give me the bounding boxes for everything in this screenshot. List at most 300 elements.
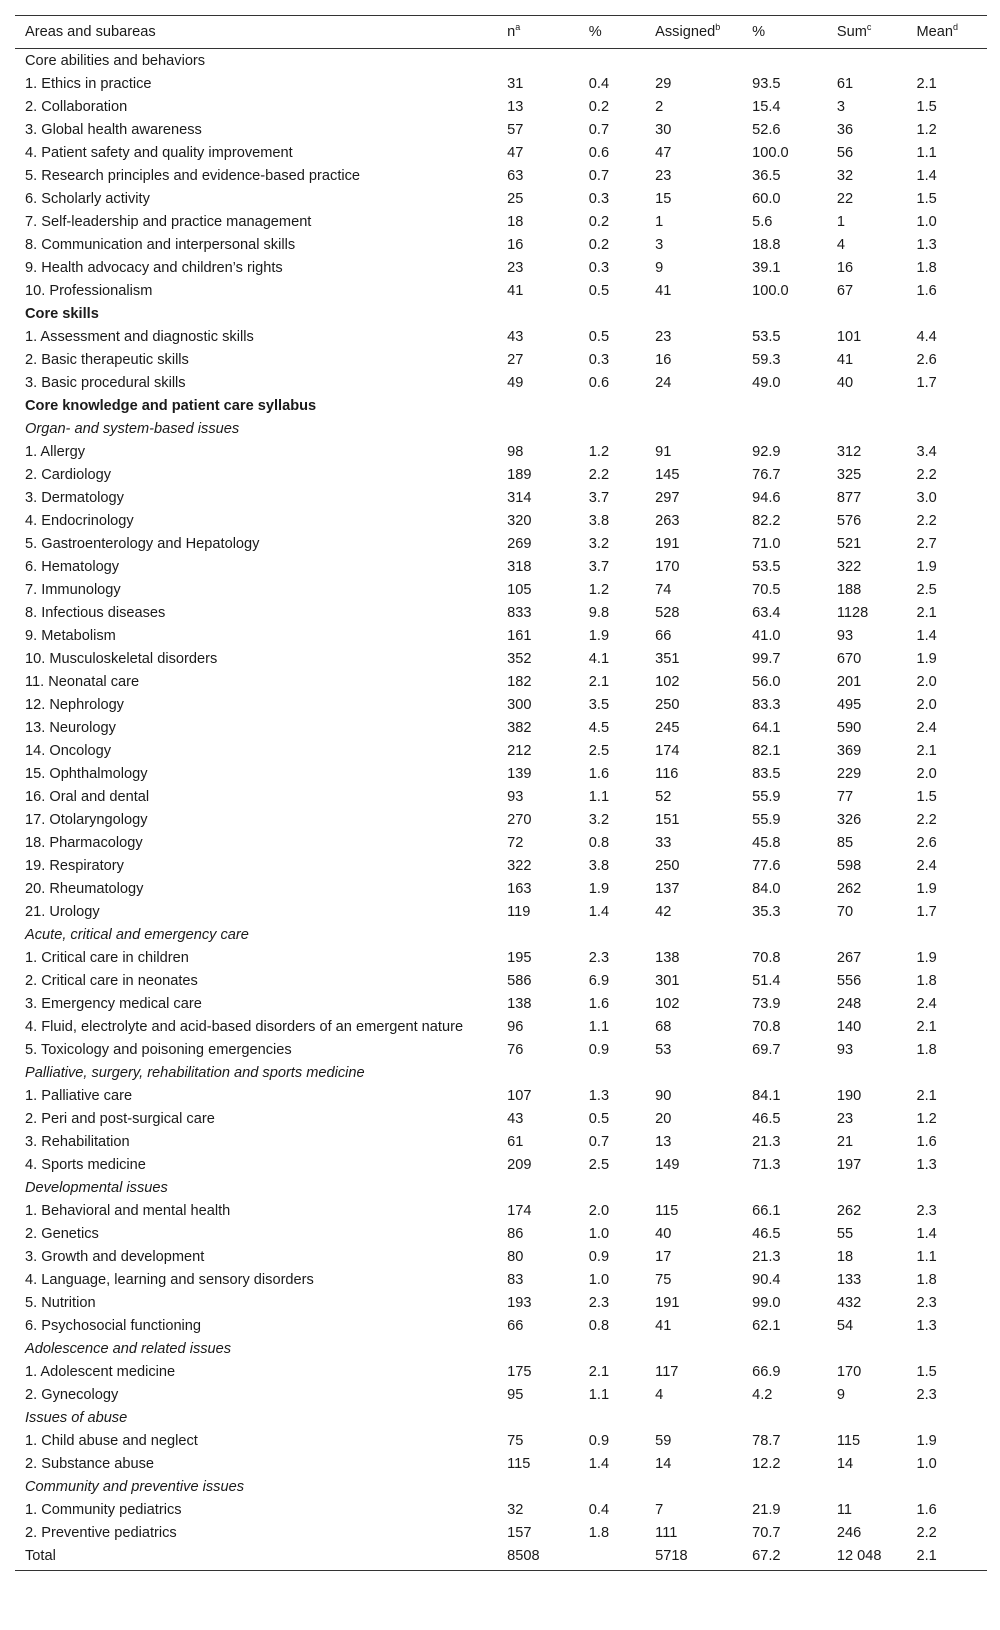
cell-assigned-percent: 84.1 — [752, 1088, 781, 1104]
cell-sum: 14 — [836, 1456, 854, 1472]
cell-sum: 133 — [836, 1272, 862, 1288]
cell-percent: 3.2 — [588, 812, 610, 828]
cell-assigned: 75 — [655, 1272, 672, 1288]
table-row — [15, 464, 987, 487]
cell-assigned: 3 — [655, 237, 664, 253]
cell-sum: 262 — [836, 1203, 862, 1219]
row-label: 8. Communication and interpersonal skills — [25, 237, 296, 253]
cell-n: 27 — [507, 352, 524, 368]
cell-assigned: 2 — [655, 99, 664, 115]
table-row — [15, 1223, 987, 1246]
table-row — [15, 1292, 987, 1315]
cell-n: 80 — [507, 1249, 524, 1265]
row-label: 12. Nephrology — [25, 697, 124, 713]
cell-sum: 521 — [836, 536, 862, 552]
table-row — [15, 234, 987, 257]
cell-n: 98 — [507, 444, 524, 460]
cell-mean: 1.9 — [916, 559, 937, 575]
header-assigned: Assigned$^b$ — [655, 16, 752, 49]
table-row — [15, 326, 987, 349]
cell-assigned-percent: 62.1 — [752, 1318, 781, 1334]
cell-mean: 3.4 — [916, 444, 937, 460]
table-row — [15, 188, 987, 211]
cell-sum: 246 — [836, 1525, 862, 1541]
row-label: 2. Collaboration — [25, 99, 128, 115]
cell-assigned: 23 — [655, 168, 672, 184]
cell-n: 66 — [507, 1318, 524, 1334]
cell-sum: 576 — [836, 513, 862, 529]
cell-n: 163 — [507, 881, 532, 897]
row-label: 4. Sports medicine — [25, 1157, 146, 1173]
cell-assigned-percent: 78.7 — [752, 1433, 781, 1449]
cell-assigned-percent: 39.1 — [752, 260, 781, 276]
row-label: 3. Rehabilitation — [25, 1134, 130, 1150]
cell-n: 32 — [507, 1502, 524, 1518]
cell-percent: 1.9 — [588, 881, 610, 897]
cell-mean: 1.5 — [916, 99, 937, 115]
cell-assigned-percent: 83.5 — [752, 766, 781, 782]
cell-assigned: 91 — [655, 444, 672, 460]
cell-percent: 0.9 — [588, 1433, 610, 1449]
table-row — [15, 1545, 987, 1571]
cell-mean: 2.1 — [916, 743, 937, 759]
table-row — [15, 579, 987, 602]
row-label: 2. Peri and post-surgical care — [25, 1111, 215, 1127]
subsection-row — [15, 1407, 987, 1430]
cell-percent: 1.0 — [588, 1272, 610, 1288]
cell-n: 75 — [507, 1433, 524, 1449]
cell-percent: 1.4 — [588, 1456, 610, 1472]
row-label: 10. Professionalism — [25, 283, 153, 299]
cell-sum: 101 — [836, 329, 862, 345]
table-row — [15, 763, 987, 786]
cell-assigned: 4 — [655, 1387, 664, 1403]
cell-assigned: 117 — [655, 1364, 679, 1380]
cell-mean: 1.8 — [916, 973, 937, 989]
cell-sum: 248 — [836, 996, 862, 1012]
row-label: 17. Otolaryngology — [25, 812, 148, 828]
cell-assigned-percent: 53.5 — [752, 559, 781, 575]
header-sum: Sum$^c$ — [837, 16, 917, 49]
table-row — [15, 142, 987, 165]
cell-assigned-percent: 94.6 — [752, 490, 781, 506]
cell-n: 105 — [507, 582, 532, 598]
cell-mean: 3.0 — [916, 490, 937, 506]
table-row — [15, 211, 987, 234]
cell-mean: 1.0 — [916, 1456, 937, 1472]
cell-mean: 1.3 — [916, 237, 937, 253]
row-label: 1. Adolescent medicine — [25, 1364, 176, 1380]
cell-assigned: 115 — [655, 1203, 679, 1219]
table-row — [15, 901, 987, 924]
cell-mean: 1.6 — [916, 1134, 937, 1150]
cell-assigned-percent: 84.0 — [752, 881, 781, 897]
cell-n: 174 — [507, 1203, 532, 1219]
table-row — [15, 1039, 987, 1062]
cell-assigned: 5718 — [655, 1545, 752, 1571]
row-label: 4. Language, learning and sensory disorders — [25, 1272, 314, 1288]
cell-mean: 1.6 — [916, 1502, 937, 1518]
cell-mean: 1.9 — [916, 950, 937, 966]
cell-mean: 1.1 — [916, 1249, 937, 1265]
row-label: 3. Growth and development — [25, 1249, 205, 1265]
row-label: 4. Endocrinology — [25, 513, 134, 529]
cell-n: 83 — [507, 1272, 524, 1288]
cell-sum: 170 — [836, 1364, 862, 1380]
cell-assigned-percent: 4.2 — [752, 1387, 773, 1403]
cell-mean: 1.3 — [916, 1318, 937, 1334]
cell-sum: 267 — [836, 950, 862, 966]
cell-n: 314 — [507, 490, 532, 506]
cell-sum: 11 — [836, 1502, 853, 1518]
cell-n: 57 — [507, 122, 524, 138]
header-row — [15, 16, 987, 49]
cell-assigned-percent: 52.6 — [752, 122, 781, 138]
cell-assigned-percent: 56.0 — [752, 674, 781, 690]
table-row — [15, 96, 987, 119]
cell-percent: 0.3 — [588, 260, 610, 276]
cell-n: 157 — [507, 1525, 532, 1541]
cell-sum: 140 — [836, 1019, 862, 1035]
cell-assigned-percent: 49.0 — [752, 375, 781, 391]
cell-n: 47 — [507, 145, 524, 161]
table-row — [15, 671, 987, 694]
table-row — [15, 556, 987, 579]
row-label: Total — [15, 1545, 507, 1571]
cell-n: 16 — [507, 237, 524, 253]
row-label: 9. Metabolism — [25, 628, 116, 644]
cell-sum: 188 — [836, 582, 862, 598]
cell-assigned: 52 — [655, 789, 672, 805]
cell-n: 182 — [507, 674, 532, 690]
cell-percent: 3.2 — [588, 536, 610, 552]
cell-sum: 190 — [836, 1088, 862, 1104]
cell-mean: 1.7 — [916, 375, 937, 391]
header-n: $n^a$ — [507, 16, 589, 49]
cell-assigned: 17 — [655, 1249, 672, 1265]
section-row — [15, 395, 987, 418]
table-row — [15, 809, 987, 832]
cell-percent: 1.6 — [588, 766, 610, 782]
cell-percent: 0.9 — [588, 1249, 610, 1265]
row-label: 18. Pharmacology — [25, 835, 143, 851]
cell-mean: 2.2 — [916, 513, 937, 529]
cell-sum: 32 — [836, 168, 854, 184]
cell-sum: 16 — [836, 260, 854, 276]
cell-n: 586 — [507, 973, 532, 989]
cell-percent: 4.1 — [588, 651, 610, 667]
row-label: 2. Genetics — [25, 1226, 99, 1242]
cell-mean: 2.1 — [917, 1545, 988, 1571]
cell-n: 175 — [507, 1364, 532, 1380]
cell-assigned-percent: 67.2 — [752, 1545, 837, 1571]
cell-percent: 0.2 — [588, 214, 610, 230]
cell-assigned: 74 — [655, 582, 672, 598]
cell-assigned-percent: 51.4 — [752, 973, 781, 989]
cell-assigned-percent: 45.8 — [752, 835, 781, 851]
cell-assigned-percent: 99.0 — [752, 1295, 781, 1311]
cell-assigned: 9 — [655, 260, 664, 276]
footnote-a: a — [515, 21, 521, 32]
cell-assigned-percent: 73.9 — [752, 996, 781, 1012]
row-label: 19. Respiratory — [25, 858, 124, 874]
table-row — [15, 1522, 987, 1545]
row-label: 13. Neurology — [25, 720, 116, 736]
cell-n: 18 — [507, 214, 524, 230]
table-row — [15, 947, 987, 970]
cell-assigned-percent: 35.3 — [752, 904, 781, 920]
cell-assigned: 102 — [655, 674, 680, 690]
cell-n: 138 — [507, 996, 532, 1012]
cell-n: 300 — [507, 697, 532, 713]
row-label: 2. Critical care in neonates — [25, 973, 198, 989]
cell-percent: 0.7 — [588, 168, 610, 184]
cell-mean: 2.2 — [916, 1525, 937, 1541]
cell-assigned-percent: 71.3 — [752, 1157, 781, 1173]
row-label: 1. Community pediatrics — [25, 1502, 182, 1518]
cell-assigned: 41 — [655, 1318, 672, 1334]
subsection-row — [15, 1177, 987, 1200]
cell-assigned: 33 — [655, 835, 672, 851]
cell-n: 322 — [507, 858, 532, 874]
table-row — [15, 832, 987, 855]
cell-mean: 2.3 — [916, 1387, 937, 1403]
header-assigned-percent: % — [752, 16, 837, 49]
cell-percent: 0.2 — [588, 237, 610, 253]
cell-n: 61 — [507, 1134, 524, 1150]
footnote-d: d — [953, 21, 959, 32]
cell-percent: 0.5 — [588, 329, 610, 345]
cell-assigned: 14 — [655, 1456, 672, 1472]
cell-sum: 23 — [836, 1111, 854, 1127]
cell-sum: 70 — [836, 904, 854, 920]
cell-assigned: 149 — [655, 1157, 680, 1173]
cell-mean: 1.4 — [916, 628, 937, 644]
cell-assigned-percent: 55.9 — [752, 789, 781, 805]
subsection-row — [15, 1338, 987, 1361]
cell-assigned-percent: 92.9 — [752, 444, 781, 460]
cell-percent: 2.1 — [588, 1364, 610, 1380]
subsection-heading: Developmental issues — [25, 1180, 168, 1196]
header-percent: % — [589, 16, 655, 49]
cell-sum: 1 — [836, 214, 845, 230]
subsection-row — [15, 924, 987, 947]
cell-assigned: 102 — [655, 996, 680, 1012]
subsection-heading: Community and preventive issues — [25, 1479, 245, 1495]
cell-mean: 1.8 — [916, 260, 937, 276]
cell-sum: 197 — [836, 1157, 862, 1173]
cell-percent: 0.5 — [588, 283, 610, 299]
cell-percent: 1.2 — [588, 444, 610, 460]
cell-n: 72 — [507, 835, 524, 851]
cell-mean: 2.0 — [916, 697, 937, 713]
cell-assigned: 138 — [655, 950, 680, 966]
cell-percent: 2.0 — [588, 1203, 610, 1219]
cell-n: 195 — [507, 950, 532, 966]
cell-assigned-percent: 82.2 — [752, 513, 781, 529]
cell-percent: 2.2 — [588, 467, 610, 483]
cell-mean: 1.9 — [916, 881, 937, 897]
cell-percent: 0.8 — [588, 835, 610, 851]
cell-percent: 1.2 — [588, 582, 610, 598]
cell-percent: 1.1 — [588, 1019, 610, 1035]
data-table — [15, 15, 987, 1571]
row-label: 1. Palliative care — [25, 1088, 133, 1104]
cell-assigned: 1 — [655, 214, 664, 230]
table-row — [15, 1384, 987, 1407]
table-row — [15, 510, 987, 533]
cell-mean: 1.4 — [916, 1226, 937, 1242]
cell-percent: 0.8 — [588, 1318, 610, 1334]
footnote-b: b — [715, 21, 721, 32]
cell-assigned-percent: 70.7 — [752, 1525, 781, 1541]
cell-n: 43 — [507, 329, 524, 345]
cell-n: 318 — [507, 559, 532, 575]
cell-percent: 0.6 — [588, 145, 610, 161]
row-label: 3. Global health awareness — [25, 122, 202, 138]
cell-percent: 1.8 — [588, 1525, 610, 1541]
cell-assigned-percent: 82.1 — [752, 743, 781, 759]
table-row — [15, 441, 987, 464]
cell-assigned: 111 — [655, 1525, 678, 1541]
cell-mean: 1.3 — [916, 1157, 937, 1173]
table-row — [15, 165, 987, 188]
cell-assigned: 116 — [655, 766, 679, 782]
table-row — [15, 1269, 987, 1292]
cell-percent: 4.5 — [588, 720, 610, 736]
row-label: 7. Self-leadership and practice management — [25, 214, 312, 230]
row-label: 4. Fluid, electrolyte and acid-based disorders of an emergent nature — [25, 1019, 464, 1035]
row-label: 3. Basic procedural skills — [25, 375, 186, 391]
cell-assigned-percent: 66.9 — [752, 1364, 781, 1380]
cell-assigned-percent: 55.9 — [752, 812, 781, 828]
row-label: 8. Infectious diseases — [25, 605, 166, 621]
cell-assigned: 7 — [655, 1502, 664, 1518]
row-label: 2. Cardiology — [25, 467, 111, 483]
row-label: 2. Substance abuse — [25, 1456, 155, 1472]
cell-assigned: 174 — [655, 743, 680, 759]
table-row — [15, 740, 987, 763]
cell-n: 13 — [507, 99, 524, 115]
subsection-heading: Acute, critical and emergency care — [25, 927, 249, 943]
cell-assigned: 90 — [655, 1088, 672, 1104]
cell-n: 833 — [507, 605, 532, 621]
cell-assigned: 40 — [655, 1226, 672, 1242]
cell-assigned: 301 — [655, 973, 680, 989]
row-label: 9. Health advocacy and children’s rights — [25, 260, 283, 276]
cell-mean: 2.1 — [916, 1019, 937, 1035]
cell-percent: 0.5 — [588, 1111, 610, 1127]
cell-assigned: 47 — [655, 145, 672, 161]
cell-assigned-percent: 76.7 — [752, 467, 781, 483]
cell-assigned: 16 — [655, 352, 672, 368]
cell-mean: 1.9 — [916, 1433, 937, 1449]
cell-assigned: 24 — [655, 375, 672, 391]
subsection-row — [15, 418, 987, 441]
cell-assigned-percent: 5.6 — [752, 214, 773, 230]
row-label: 3. Emergency medical care — [25, 996, 202, 1012]
row-label: 14. Oncology — [25, 743, 111, 759]
cell-n: 95 — [507, 1387, 524, 1403]
cell-mean: 2.4 — [916, 720, 937, 736]
cell-mean: 1.2 — [916, 1111, 937, 1127]
cell-assigned-percent: 36.5 — [752, 168, 781, 184]
table-row — [15, 648, 987, 671]
cell-assigned-percent: 99.7 — [752, 651, 781, 667]
cell-sum: 201 — [836, 674, 862, 690]
table-row — [15, 533, 987, 556]
cell-percent: 9.8 — [588, 605, 610, 621]
cell-n: 31 — [507, 76, 524, 92]
cell-n: 212 — [507, 743, 532, 759]
cell-mean: 2.0 — [916, 766, 937, 782]
table-row — [15, 349, 987, 372]
table-row — [15, 487, 987, 510]
cell-mean: 1.5 — [916, 1364, 937, 1380]
cell-assigned-percent: 100.0 — [752, 145, 789, 161]
table-row — [15, 1361, 987, 1384]
row-label: 1. Critical care in children — [25, 950, 189, 966]
footnote-c: c — [866, 21, 872, 32]
cell-n: 352 — [507, 651, 532, 667]
row-label: 3. Dermatology — [25, 490, 124, 506]
cell-n: 270 — [507, 812, 532, 828]
cell-assigned-percent: 12.2 — [752, 1456, 781, 1472]
row-label: 5. Research principles and evidence-based practice — [25, 168, 361, 184]
subsection-heading: Organ- and system-based issues — [25, 421, 240, 437]
cell-mean: 1.9 — [916, 651, 937, 667]
cell-assigned: 13 — [655, 1134, 672, 1150]
cell-percent: 1.9 — [588, 628, 610, 644]
subsection-row — [15, 1476, 987, 1499]
cell-n: 63 — [507, 168, 524, 184]
table-row — [15, 1315, 987, 1338]
cell-percent: 6.9 — [588, 973, 610, 989]
table-row — [15, 1499, 987, 1522]
header-mean: Mean$^d$ — [917, 16, 988, 49]
cell-percent: 1.0 — [588, 1226, 610, 1242]
cell-mean: 1.7 — [916, 904, 937, 920]
row-label: 1. Child abuse and neglect — [25, 1433, 198, 1449]
cell-assigned-percent: 70.5 — [752, 582, 781, 598]
cell-assigned: 250 — [655, 858, 680, 874]
cell-sum: 432 — [836, 1295, 862, 1311]
cell-n: 115 — [507, 1456, 531, 1472]
cell-percent: 0.3 — [588, 352, 610, 368]
cell-percent: 1.1 — [588, 1387, 610, 1403]
cell-assigned: 53 — [655, 1042, 672, 1058]
cell-sum: 67 — [836, 283, 854, 299]
cell-percent: 1.1 — [588, 789, 610, 805]
row-label: 5. Toxicology and poisoning emergencies — [25, 1042, 292, 1058]
cell-assigned: 297 — [655, 490, 680, 506]
row-label: 20. Rheumatology — [25, 881, 144, 897]
cell-assigned: 15 — [655, 191, 672, 207]
cell-percent: 2.3 — [588, 1295, 610, 1311]
cell-mean: 2.1 — [916, 76, 937, 92]
row-label: 6. Hematology — [25, 559, 120, 575]
cell-assigned-percent: 21.3 — [752, 1134, 781, 1150]
cell-n: 41 — [507, 283, 524, 299]
cell-sum: 598 — [836, 858, 862, 874]
cell-n: 76 — [507, 1042, 524, 1058]
cell-percent: 0.7 — [588, 122, 610, 138]
table-row — [15, 1200, 987, 1223]
row-label: 5. Nutrition — [25, 1295, 96, 1311]
cell-percent: 3.7 — [588, 490, 610, 506]
table-row — [15, 1246, 987, 1269]
row-label: 1. Ethics in practice — [25, 76, 152, 92]
